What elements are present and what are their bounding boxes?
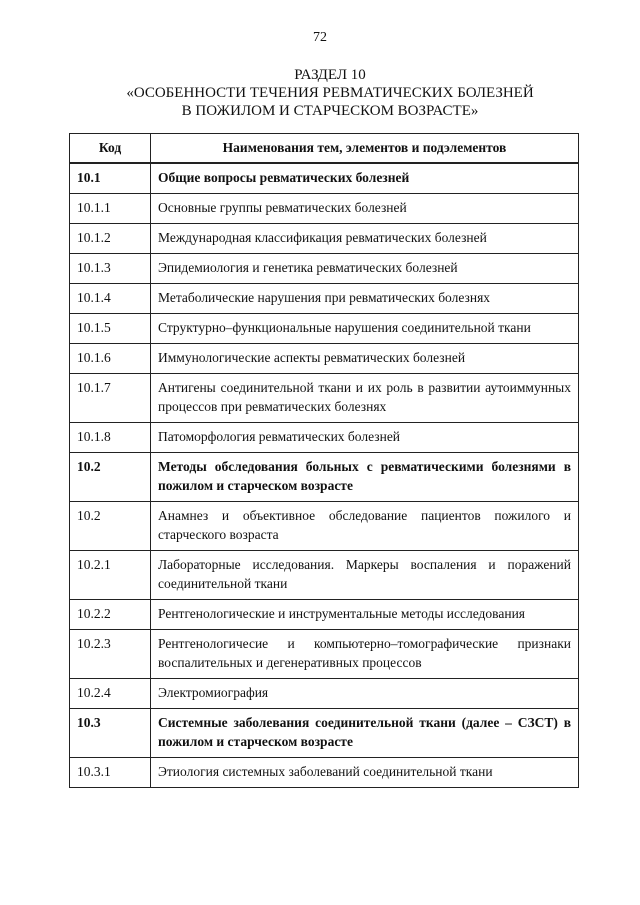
row-name: Рентгенологические и инструментальные методы исследования	[151, 600, 579, 630]
section-title-line-1: «ОСОБЕННОСТИ ТЕЧЕНИЯ РЕВМАТИЧЕСКИХ БОЛЕЗНЕЙ	[126, 85, 534, 101]
row-code: 10.3.1	[70, 758, 151, 788]
row-code: 10.2	[70, 453, 151, 502]
table-row	[70, 758, 579, 788]
table-header-row	[70, 134, 579, 164]
table-row	[70, 314, 579, 344]
row-code: 10.1.1	[70, 194, 151, 224]
row-code: 10.1	[70, 163, 151, 194]
row-name: Структурно–функциональные нарушения соединительной ткани	[151, 314, 579, 344]
row-code: 10.2.2	[70, 600, 151, 630]
row-name: Этиология системных заболеваний соединительной ткани	[151, 758, 579, 788]
row-name: Электромиография	[151, 679, 579, 709]
table-body	[70, 163, 579, 788]
row-name: Международная классификация ревматических болезней	[151, 224, 579, 254]
row-name: Патоморфология ревматических болезней	[151, 423, 579, 453]
page-number: 72	[313, 30, 327, 45]
row-code: 10.1.7	[70, 374, 151, 423]
row-name: Основные группы ревматических болезней	[151, 194, 579, 224]
row-code: 10.1.2	[70, 224, 151, 254]
table-row	[70, 224, 579, 254]
row-name: Лабораторные исследования. Маркеры воспаления и поражений соединительной ткани	[151, 551, 579, 600]
row-name: Эпидемиология и генетика ревматических болезней	[151, 254, 579, 284]
row-name: Рентгенологичесие и компьютерно–томографические признаки воспалительных и дегенеративных процессов	[151, 630, 579, 679]
row-name: Общие вопросы ревматических болезней	[151, 163, 579, 194]
table-row	[70, 194, 579, 224]
section-title-line-2: В ПОЖИЛОМ И СТАРЧЕСКОМ ВОЗРАСТЕ»	[181, 103, 479, 119]
table-row	[70, 423, 579, 453]
section-number: РАЗДЕЛ 10	[294, 67, 366, 83]
table-row	[70, 254, 579, 284]
name-column-header: Наименования тем, элементов и подэлементов	[151, 134, 579, 164]
row-name: Системные заболевания соединительной ткани (далее – СЗСТ) в пожилом и старческом возрасте	[151, 709, 579, 758]
table-row	[70, 284, 579, 314]
table-row	[70, 502, 579, 551]
row-code: 10.2.1	[70, 551, 151, 600]
code-column-header: Код	[70, 134, 151, 164]
row-name: Антигены соединительной ткани и их роль в развитии аутоиммунных процессов при ревматических болезнях	[151, 374, 579, 423]
table-row	[70, 709, 579, 758]
row-code: 10.2.4	[70, 679, 151, 709]
row-code: 10.1.3	[70, 254, 151, 284]
table-row	[70, 163, 579, 194]
row-name: Анамнез и объективное обследование пациентов пожилого и старческого возраста	[151, 502, 579, 551]
table-row	[70, 679, 579, 709]
topics-table	[69, 133, 579, 788]
table-row	[70, 344, 579, 374]
table-row	[70, 453, 579, 502]
table-row	[70, 600, 579, 630]
row-code: 10.2	[70, 502, 151, 551]
row-name: Иммунологические аспекты ревматических болезней	[151, 344, 579, 374]
table-row	[70, 551, 579, 600]
row-code: 10.1.6	[70, 344, 151, 374]
table-row	[70, 630, 579, 679]
row-code: 10.3	[70, 709, 151, 758]
row-name: Метаболические нарушения при ревматических болезнях	[151, 284, 579, 314]
row-code: 10.2.3	[70, 630, 151, 679]
table-row	[70, 374, 579, 423]
row-code: 10.1.5	[70, 314, 151, 344]
section-heading	[60, 66, 600, 120]
row-code: 10.1.4	[70, 284, 151, 314]
row-code: 10.1.8	[70, 423, 151, 453]
row-name: Методы обследования больных с ревматическими болезнями в пожилом и старческом возрасте	[151, 453, 579, 502]
